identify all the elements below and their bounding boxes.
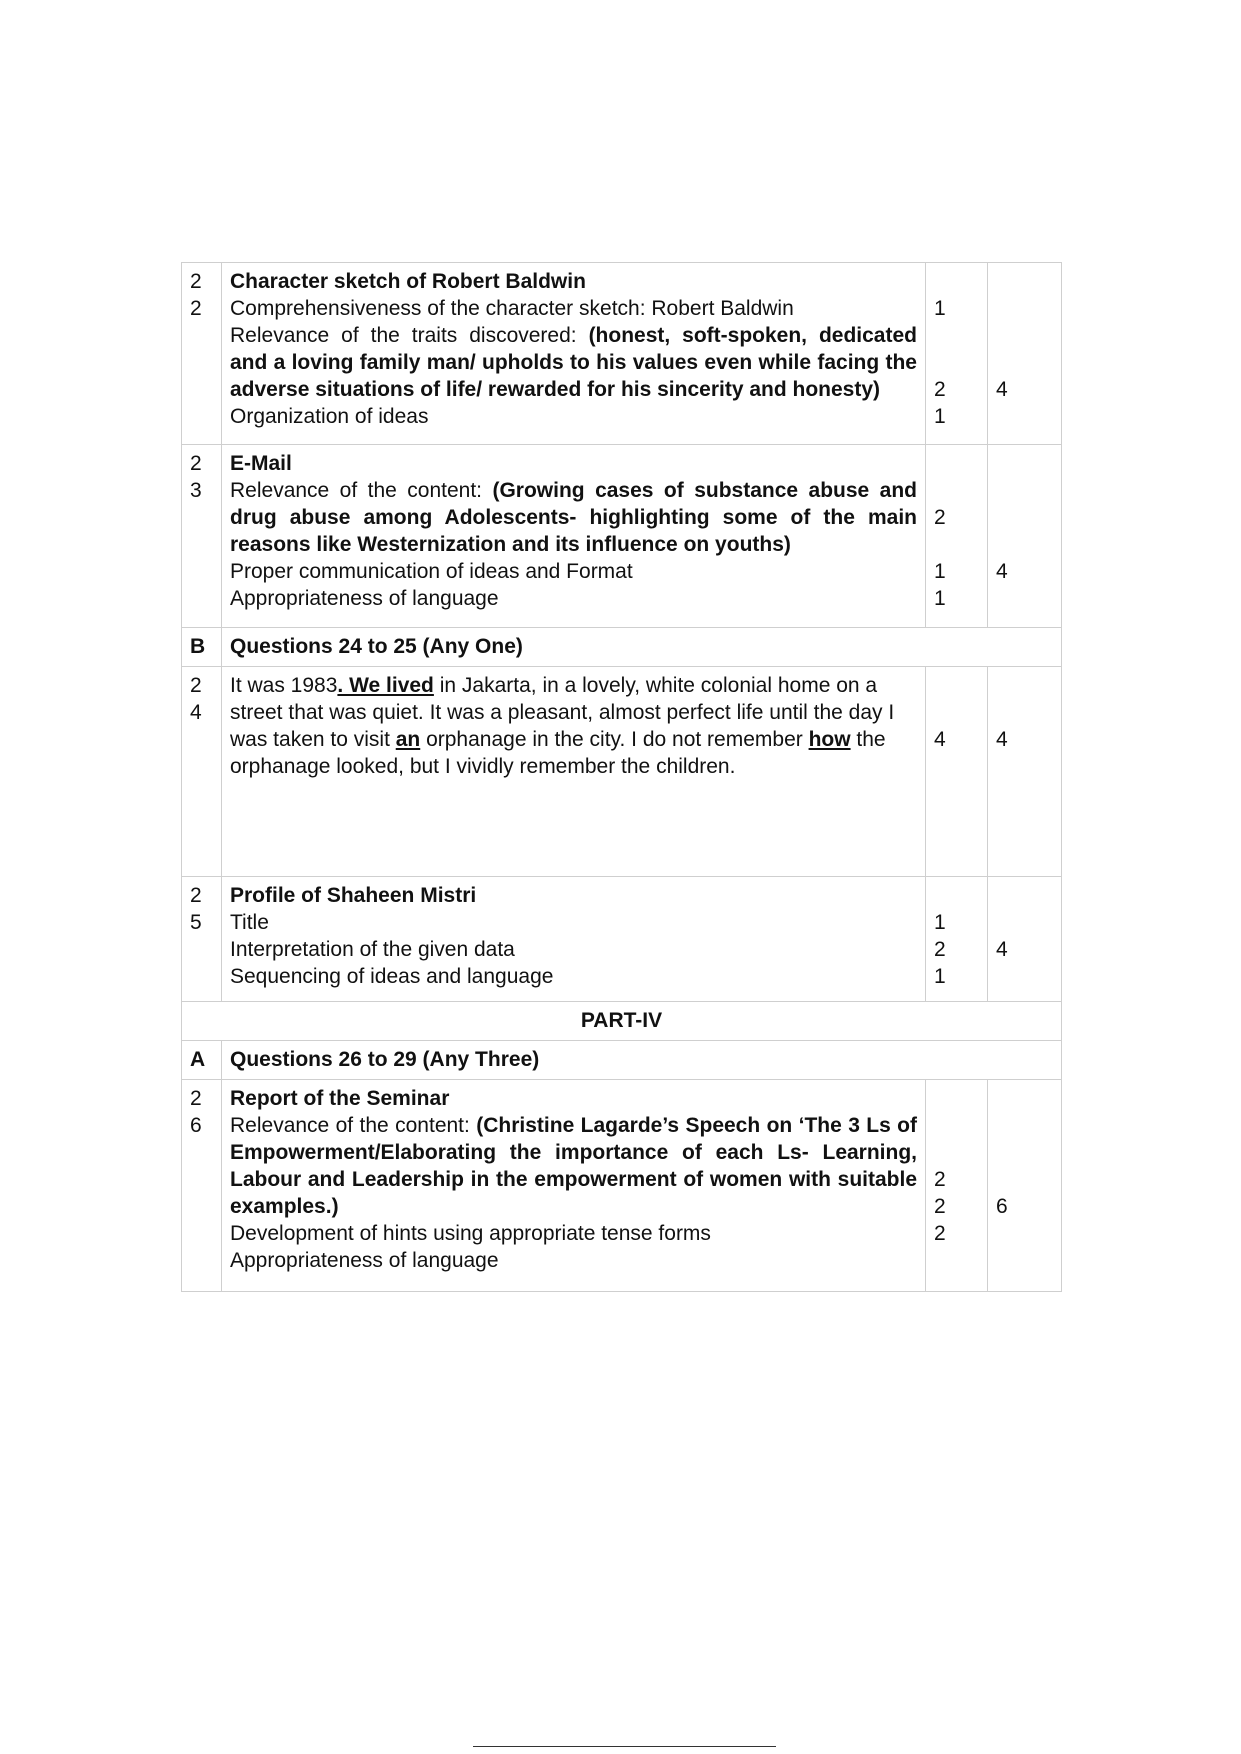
criterion-text: Relevance of the traits discovered: (honest, soft-spoken, dedicated and a loving family man/ upholds to his values even while facing the adverse situations of life/ rewarded for his sincerity and honesty): [230, 324, 917, 401]
row-part-heading: [182, 1002, 1062, 1041]
question-number: 2 6: [182, 1080, 222, 1292]
criterion-text: Relevance of the content: (Christine Lagarde’s Speech on ‘The 3 Ls of Empowerment/Elaborating the importance of each Ls- Learning, Labour and Leadership in the empowerment of women with suitable examples.): [230, 1114, 917, 1218]
question-number: 2 3: [182, 445, 222, 628]
row-section-a: [182, 1041, 1062, 1080]
section-label: B: [182, 628, 222, 667]
criterion-text: Appropriateness of language: [230, 587, 499, 610]
total-marks: 4: [988, 445, 1062, 628]
question-number: 2 5: [182, 877, 222, 1002]
question-content: [222, 263, 926, 445]
total-marks: 4: [988, 667, 1062, 877]
row-q26: [182, 1080, 1062, 1292]
section-title: Questions 24 to 25 (Any One): [222, 628, 1062, 667]
footer-rule: [473, 1746, 776, 1747]
marking-scheme-table: [181, 262, 1062, 1292]
total-marks: 4: [988, 877, 1062, 1002]
question-title: Character sketch of Robert Baldwin: [230, 270, 586, 293]
question-content: [222, 445, 926, 628]
question-content: [222, 667, 926, 877]
question-content: [222, 877, 926, 1002]
criterion-text: Relevance of the content: (Growing cases of substance abuse and drug abuse among Adolescents- highlighting some of the main reasons like Westernization and its influence on youths): [230, 479, 917, 556]
criterion-text: Sequencing of ideas and language: [230, 965, 554, 988]
marks-column: 1 2 1: [926, 263, 988, 445]
criterion-text: Organization of ideas: [230, 405, 429, 428]
question-title: Report of the Seminar: [230, 1087, 450, 1110]
marks-column: 4: [926, 667, 988, 877]
question-number: 2 2: [182, 263, 222, 445]
question-title: E-Mail: [230, 452, 292, 475]
question-title: Profile of Shaheen Mistri: [230, 884, 477, 907]
question-number: 2 4: [182, 667, 222, 877]
row-q23: [182, 445, 1062, 628]
criterion-text: Title: [230, 911, 269, 934]
row-q25: [182, 877, 1062, 1002]
row-q24: [182, 667, 1062, 877]
marks-column: 2 1 1: [926, 445, 988, 628]
criterion-text: Development of hints using appropriate tense forms: [230, 1222, 711, 1245]
part-heading: PART-IV: [182, 1002, 1062, 1041]
marks-column: 2 2 2: [926, 1080, 988, 1292]
section-label: A: [182, 1041, 222, 1080]
criterion-text: Interpretation of the given data: [230, 938, 515, 961]
criterion-text: Proper communication of ideas and Format: [230, 560, 633, 583]
question-content: [222, 1080, 926, 1292]
row-section-b: [182, 628, 1062, 667]
section-title: Questions 26 to 29 (Any Three): [222, 1041, 1062, 1080]
total-marks: 4: [988, 263, 1062, 445]
passage-text: It was 1983. We lived in Jakarta, in a lovely, white colonial home on a street that was quiet. It was a pleasant, almost perfect life until the day I was taken to visit an orphanage in the city. I do not remember how the orphanage looked, but I vividly remember the children.: [230, 674, 895, 778]
criterion-text: Appropriateness of language: [230, 1249, 499, 1272]
marks-column: 1 2 1: [926, 877, 988, 1002]
row-q22: [182, 263, 1062, 445]
criterion-text: Comprehensiveness of the character sketch: Robert Baldwin: [230, 297, 794, 320]
total-marks: 6: [988, 1080, 1062, 1292]
